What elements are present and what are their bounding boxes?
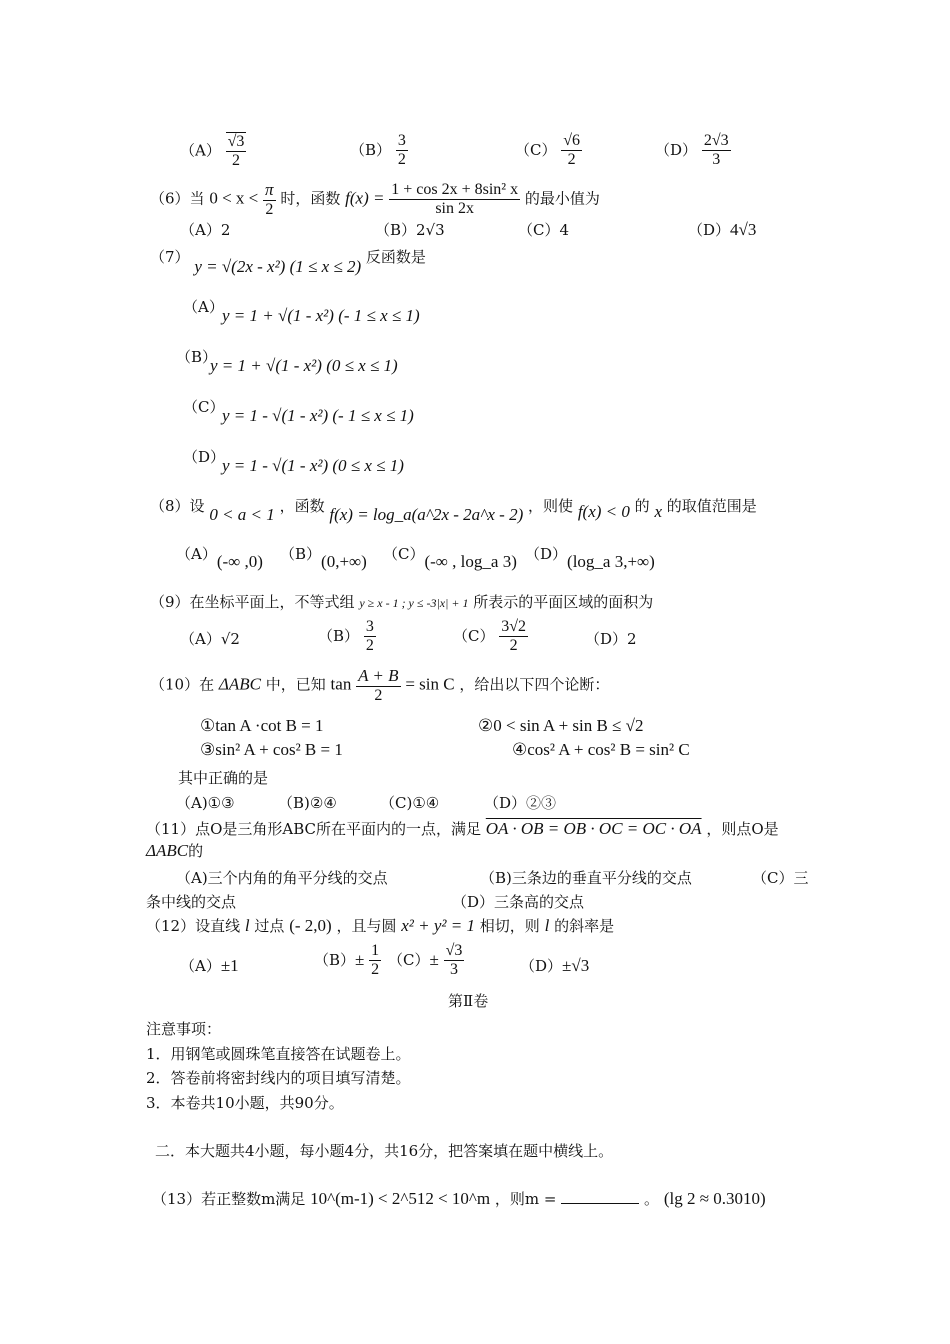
q7-option-c-expr: y = 1 - √(1 - x²) (- 1 ≤ x ≤ 1) bbox=[222, 406, 414, 425]
notice-item-1: 1．用钢笔或圆珠笔直接答在试题卷上。 bbox=[146, 1045, 411, 1063]
q5-option-c: （C） $\frac{√6}{2}$ bbox=[515, 132, 581, 169]
q7-option-b-expr: y = 1 + √(1 - x²) (0 ≤ x ≤ 1) bbox=[210, 356, 398, 375]
q7-option-d-label: （D） bbox=[183, 448, 226, 466]
q11-stem-tail: ΔABC的 bbox=[146, 841, 204, 860]
q8-option-d: （D）(log_a 3,+∞) bbox=[525, 545, 655, 571]
q11-option-c-part1: （C）三 bbox=[752, 869, 809, 887]
q9-option-d: （D）2 bbox=[585, 630, 637, 648]
section-2-heading: 二．本大题共4小题，每小题4分，共16分，把答案填在题中横线上。 bbox=[155, 1142, 614, 1160]
q10-option-d: （D）②③ bbox=[484, 794, 557, 812]
q12-option-c: （C）± $\frac{√3}{3}$ bbox=[388, 942, 463, 979]
q10-ask: 其中正确的是 bbox=[178, 769, 269, 787]
q10-stem: （10）在 ΔABC 中，已知 tan $\frac{A + B}{2}$ = sin C ，给出以下四个论断： bbox=[150, 666, 610, 704]
q6-stem: （6）当 0 < x < $\frac{\pi}{2}$ 时，函数 f(x) = $\frac{\text{1 + cos 2x + 8sin² x}}{\sin 2x}$ 的最小值为 bbox=[150, 180, 600, 218]
q12-stem: （12）设直线 l 过点 (- 2,0) ，且与圆 x² + y² = 1 相切，则 l 的斜率是 bbox=[146, 916, 615, 935]
q7-option-d-expr: y = 1 - √(1 - x²) (0 ≤ x ≤ 1) bbox=[222, 456, 404, 475]
q9-option-b: （B） $\frac{3}{2}$ bbox=[318, 618, 374, 655]
q11-stem: （11）点O是三角形ABC所在平面内的一点，满足 OA · OB = OB · OC = OC · OA ，则点O是 bbox=[146, 819, 779, 838]
q10-option-c: （C)①④ bbox=[380, 794, 440, 812]
q9-inequality-system: y ≥ x - 1 ; y ≤ -3|x| + 1 bbox=[359, 596, 469, 610]
q12-option-d: （D）±√3 bbox=[520, 956, 590, 975]
q8-option-b: （B）(0,+∞) bbox=[280, 545, 367, 571]
q7-option-c-label: （C） bbox=[183, 398, 225, 416]
q7-option-a-expr: y = 1 + √(1 - x²) (- 1 ≤ x ≤ 1) bbox=[222, 306, 420, 325]
q11-option-a: （A)三个内角的角平分线的交点 bbox=[176, 869, 388, 887]
q10-statement-4: ④cos² A + cos² B = sin² C bbox=[512, 740, 690, 759]
q11-option-b: （B)三条边的垂直平分线的交点 bbox=[480, 869, 692, 887]
q6-option-d: （D）4√3 bbox=[688, 220, 757, 239]
q10-statement-3: ③sin² A + cos² B = 1 bbox=[200, 740, 343, 759]
q5-option-b: （B） $\frac{3}{2}$ bbox=[350, 132, 406, 169]
q5-option-d: （D） $\frac{2√3}{3}$ bbox=[655, 132, 729, 169]
q10-statement-2: ②0 < sin A + sin B ≤ √2 bbox=[478, 716, 644, 735]
part2-title: 第Ⅱ卷 bbox=[448, 992, 489, 1010]
q13-answer-blank[interactable] bbox=[561, 1189, 639, 1204]
q5-option-a: （A） $\frac{√3}{2}$ bbox=[180, 133, 245, 170]
q8-option-a: （A）(-∞ ,0) bbox=[176, 545, 263, 571]
q6-option-a: （A）2 bbox=[180, 221, 231, 239]
q7-stem: （7） y = √(2x - x²) (1 ≤ x ≤ 2) 反函数是 bbox=[150, 248, 426, 276]
q13-stem: （13）若正整数m满足 10^(m-1) < 2^512 < 10^m ，则m = 。 (lg 2 ≈ 0.3010) bbox=[152, 1189, 766, 1208]
q12-option-b: （B）± $\frac{1}{2}$ bbox=[314, 942, 380, 979]
q12-option-a: （A）±1 bbox=[180, 956, 239, 975]
q7-option-a-label: （A） bbox=[183, 298, 224, 316]
notice-item-3: 3．本卷共10小题，共90分。 bbox=[146, 1094, 344, 1112]
q8-stem: （8）设 0 < a < 1 ，函数 f(x) = log_a(a^2x - 2a^x - 2) ，则使 f(x) < 0 的 x 的取值范围是 bbox=[150, 497, 757, 524]
q6-option-b: （B）2√3 bbox=[375, 221, 445, 239]
q10-statement-1: ①tan A ·cot B = 1 bbox=[200, 716, 324, 735]
q9-stem: （9）在坐标平面上，不等式组 y ≥ x - 1 ; y ≤ -3|x| + 1 所表示的平面区域的面积为 bbox=[150, 593, 654, 611]
notice-heading: 注意事项： bbox=[146, 1020, 222, 1038]
notice-item-2: 2．答卷前将密封线内的项目填写清楚。 bbox=[146, 1069, 411, 1087]
q11-option-c-part2: 条中线的交点 bbox=[146, 893, 237, 911]
q7-option-b-label: （B） bbox=[176, 348, 218, 366]
q10-option-b: （B)②④ bbox=[278, 794, 337, 812]
q6-option-c: （C）4 bbox=[518, 221, 570, 239]
q8-option-c: （C）(-∞ , log_a 3) bbox=[383, 545, 517, 571]
q9-option-c: （C） $\frac{3√2}{2}$ bbox=[453, 618, 527, 655]
q9-option-a: （A）√2 bbox=[180, 630, 240, 648]
q11-option-d: （D）三条高的交点 bbox=[452, 893, 585, 911]
q10-option-a: （A)①③ bbox=[176, 794, 235, 812]
